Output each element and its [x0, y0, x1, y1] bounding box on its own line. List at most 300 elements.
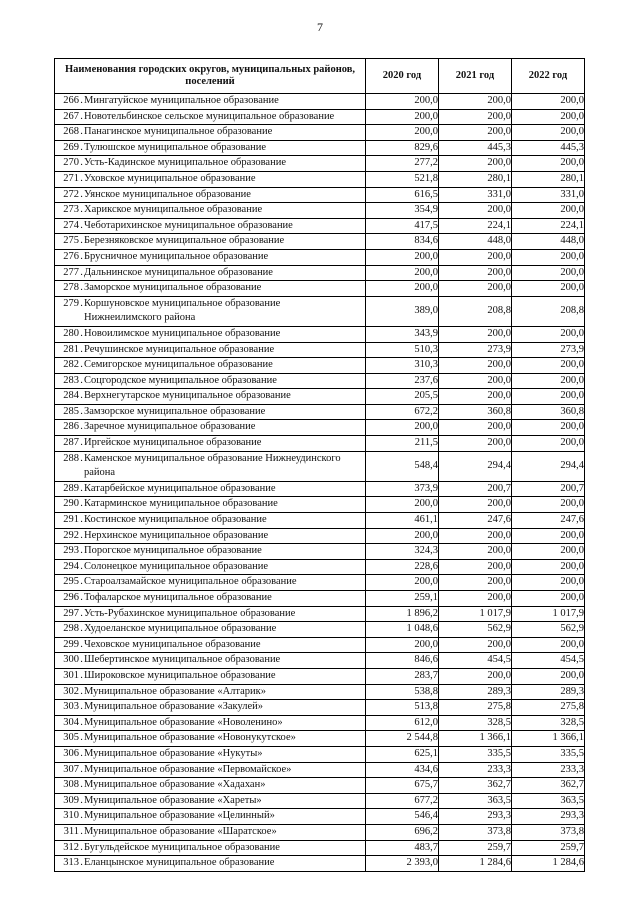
row-number: 308 [63, 779, 79, 791]
table-row [55, 840, 585, 856]
value-2021: 200,0 [439, 265, 512, 281]
value-2020: 677,2 [366, 793, 439, 809]
value-2022: 200,0 [512, 326, 585, 342]
row-name: Муниципальное образование «Хадахан» [84, 779, 266, 791]
value-2022: 362,7 [512, 778, 585, 794]
row-name: Усть-Кадинское муниципальное образование [84, 157, 286, 169]
value-2022: 1 284,6 [512, 856, 585, 872]
value-2020: 354,9 [366, 203, 439, 219]
value-2022: 448,0 [512, 234, 585, 250]
row-number: 300 [63, 654, 79, 666]
row-name-cell [55, 342, 366, 358]
value-2020: 200,0 [366, 94, 439, 110]
row-number: 269 [63, 141, 79, 153]
row-number: 277 [63, 266, 79, 278]
row-name: Дальнинское муниципальное образование [84, 266, 273, 278]
value-2020: 675,7 [366, 778, 439, 794]
table-row [55, 140, 585, 156]
table-row [55, 653, 585, 669]
row-name-cell [55, 156, 366, 172]
table-row [55, 559, 585, 575]
value-2021: 360,8 [439, 404, 512, 420]
value-2022: 1 366,1 [512, 731, 585, 747]
row-number-separator: . [80, 810, 83, 822]
row-name-cell [55, 281, 366, 297]
table-row [55, 606, 585, 622]
budget-table [54, 58, 585, 872]
row-number: 295 [63, 576, 79, 588]
row-number-separator: . [80, 343, 83, 355]
row-name: Панагинское муниципальное образование [84, 126, 273, 138]
value-2021: 200,7 [439, 481, 512, 497]
table-row [55, 684, 585, 700]
value-2021: 373,8 [439, 824, 512, 840]
value-2021: 224,1 [439, 218, 512, 234]
value-2022: 445,3 [512, 140, 585, 156]
row-name-cell [55, 715, 366, 731]
value-2022: 363,5 [512, 793, 585, 809]
value-2021: 275,8 [439, 700, 512, 716]
row-name-cell [55, 606, 366, 622]
row-number-separator: . [80, 297, 83, 309]
value-2021: 1 017,9 [439, 606, 512, 622]
value-2020: 200,0 [366, 281, 439, 297]
row-name: Костинское муниципальное образование [84, 514, 267, 526]
value-2022: 200,0 [512, 358, 585, 374]
row-number-separator: . [80, 841, 83, 853]
table-row [55, 125, 585, 141]
value-2021: 335,5 [439, 746, 512, 762]
row-number: 301 [63, 669, 79, 681]
table-row [55, 156, 585, 172]
table-row [55, 265, 585, 281]
value-2022: 200,0 [512, 109, 585, 125]
table-header-row [55, 59, 585, 94]
row-name-cell [55, 668, 366, 684]
value-2021: 200,0 [439, 591, 512, 607]
table-row [55, 637, 585, 653]
table-row [55, 481, 585, 497]
row-number: 288 [63, 452, 79, 464]
page-number: 7 [317, 20, 323, 34]
table-body [55, 94, 585, 872]
row-number-separator: . [80, 421, 83, 433]
row-number: 283 [63, 374, 79, 386]
row-number: 296 [63, 592, 79, 603]
row-name: Харикское муниципальное образование [84, 204, 263, 216]
value-2021: 200,0 [439, 497, 512, 513]
row-name: Муниципальное образование «Алтарик» [84, 685, 266, 697]
table-row [55, 591, 585, 607]
row-name-cell [55, 746, 366, 762]
value-2021: 328,5 [439, 715, 512, 731]
value-2020: 205,5 [366, 389, 439, 405]
row-number-separator: . [80, 701, 83, 713]
row-number: 274 [63, 219, 79, 231]
value-2020: 373,9 [366, 481, 439, 497]
row-number-separator: . [80, 126, 83, 138]
row-name-cell [55, 653, 366, 669]
row-name-cell [55, 684, 366, 700]
row-name: Заморское муниципальное образование [84, 282, 262, 294]
row-name: Березняковское муниципальное образование [84, 235, 285, 247]
value-2021: 200,0 [439, 575, 512, 591]
row-name: Новотельбинское сельское муниципальное образование [84, 110, 335, 122]
value-2022: 200,0 [512, 436, 585, 452]
row-number-separator: . [80, 576, 83, 588]
table-row [55, 203, 585, 219]
row-name: Муниципальное образование «Первомайское» [84, 763, 292, 775]
value-2020: 228,6 [366, 559, 439, 575]
row-name: Речушинское муниципальное образование [84, 343, 275, 355]
row-name-cell [55, 778, 366, 794]
row-name-cell [55, 187, 366, 203]
value-2020: 200,0 [366, 497, 439, 513]
value-2020: 434,6 [366, 762, 439, 778]
row-number-separator: . [80, 529, 83, 541]
table-row [55, 218, 585, 234]
table-row [55, 668, 585, 684]
row-name: Порогское муниципальное образование [84, 545, 262, 557]
table-row [55, 575, 585, 591]
row-name: Верхнегутарское муниципальное образование [84, 390, 291, 402]
table-row [55, 109, 585, 125]
value-2020: 616,5 [366, 187, 439, 203]
value-2021: 362,7 [439, 778, 512, 794]
row-name-cell [55, 404, 366, 420]
value-2022: 200,0 [512, 156, 585, 172]
row-number-separator: . [80, 110, 83, 122]
column-header-2022: 2022 год [512, 59, 585, 94]
row-number-separator: . [80, 250, 83, 262]
row-name: Каменское муниципальное образование Нижнеудинского района [84, 452, 341, 479]
row-name-cell [55, 700, 366, 716]
value-2022: 1 017,9 [512, 606, 585, 622]
value-2021: 200,0 [439, 94, 512, 110]
table-row [55, 746, 585, 762]
row-number-separator: . [80, 157, 83, 169]
table-row [55, 342, 585, 358]
value-2022: 200,0 [512, 265, 585, 281]
row-number-separator: . [80, 327, 83, 339]
value-2020: 461,1 [366, 513, 439, 529]
value-2021: 208,8 [439, 296, 512, 326]
value-2022: 200,0 [512, 637, 585, 653]
row-number: 275 [63, 235, 79, 247]
table-row [55, 171, 585, 187]
column-header-name: Наименования городских округов, муниципальных районов, поселений [55, 59, 366, 94]
value-2021: 200,0 [439, 668, 512, 684]
row-number: 294 [63, 560, 79, 572]
row-name: Муниципальное образование «Закулей» [84, 701, 264, 713]
value-2020: 513,8 [366, 700, 439, 716]
value-2020: 200,0 [366, 265, 439, 281]
row-name-cell [55, 389, 366, 405]
row-number: 303 [63, 701, 79, 713]
value-2020: 510,3 [366, 342, 439, 358]
row-name-cell [55, 140, 366, 156]
row-number: 298 [63, 623, 79, 635]
row-name-cell [55, 809, 366, 825]
value-2022: 200,0 [512, 420, 585, 436]
row-number-separator: . [80, 374, 83, 386]
value-2021: 200,0 [439, 420, 512, 436]
row-name: Чеховское муниципальное образование [84, 638, 261, 650]
row-name: Нерхинское муниципальное образование [84, 529, 269, 541]
value-2021: 200,0 [439, 249, 512, 265]
table-row [55, 762, 585, 778]
value-2021: 200,0 [439, 281, 512, 297]
row-name: Муниципальное образование «Нукуты» [84, 747, 263, 759]
row-number-separator: . [80, 779, 83, 791]
row-number: 313 [63, 857, 79, 869]
row-number: 268 [63, 126, 79, 138]
row-number-separator: . [80, 560, 83, 572]
row-number: 309 [63, 794, 79, 806]
row-name: Иргейское муниципальное образование [84, 437, 262, 449]
row-number: 306 [63, 747, 79, 759]
value-2022: 200,0 [512, 94, 585, 110]
value-2022: 200,7 [512, 481, 585, 497]
row-name: Усть-Рубахинское муниципальное образование [84, 607, 296, 619]
row-name-cell [55, 326, 366, 342]
value-2021: 1 284,6 [439, 856, 512, 872]
table-row [55, 528, 585, 544]
value-2021: 1 366,1 [439, 731, 512, 747]
table-row [55, 436, 585, 452]
column-header-2021: 2021 год [439, 59, 512, 94]
row-name-cell [55, 358, 366, 374]
table-row [55, 249, 585, 265]
value-2021: 363,5 [439, 793, 512, 809]
value-2021: 280,1 [439, 171, 512, 187]
row-number-separator: . [80, 188, 83, 200]
row-number-separator: . [80, 685, 83, 697]
value-2020: 417,5 [366, 218, 439, 234]
row-number: 284 [63, 390, 79, 402]
value-2020: 200,0 [366, 420, 439, 436]
row-number: 287 [63, 437, 79, 449]
row-number-separator: . [80, 235, 83, 247]
row-name: Бугульдейское муниципальное образование [84, 841, 280, 853]
value-2022: 331,0 [512, 187, 585, 203]
row-name-cell [55, 559, 366, 575]
row-number-separator: . [80, 763, 83, 775]
row-name-cell [55, 793, 366, 809]
value-2021: 293,3 [439, 809, 512, 825]
row-name: Семигорское муниципальное образование [84, 359, 273, 371]
row-name-cell [55, 171, 366, 187]
value-2020: 483,7 [366, 840, 439, 856]
row-name-cell [55, 109, 366, 125]
row-name: Чеботарихинское муниципальное образование [84, 219, 293, 231]
row-name: Соцгородское муниципальное образование [84, 374, 277, 386]
row-name-cell [55, 203, 366, 219]
row-number: 278 [63, 282, 79, 294]
value-2022: 200,0 [512, 125, 585, 141]
value-2020: 538,8 [366, 684, 439, 700]
row-number-separator: . [80, 405, 83, 417]
row-number: 270 [63, 157, 79, 169]
value-2022: 200,0 [512, 497, 585, 513]
table-row [55, 94, 585, 110]
table-row [55, 389, 585, 405]
table-row [55, 451, 585, 481]
row-number: 271 [63, 172, 79, 184]
value-2022: 200,0 [512, 389, 585, 405]
table-row [55, 856, 585, 872]
value-2020: 200,0 [366, 528, 439, 544]
value-2020: 829,6 [366, 140, 439, 156]
row-number: 266 [63, 95, 79, 106]
row-number: 307 [63, 763, 79, 775]
value-2020: 2 393,0 [366, 856, 439, 872]
row-number: 304 [63, 716, 79, 728]
value-2021: 454,5 [439, 653, 512, 669]
value-2021: 200,0 [439, 389, 512, 405]
row-number: 305 [63, 732, 79, 744]
row-name-cell [55, 265, 366, 281]
value-2022: 294,4 [512, 451, 585, 481]
row-number: 293 [63, 545, 79, 557]
row-number: 310 [63, 810, 79, 822]
row-name: Катарминское муниципальное образование [84, 498, 278, 510]
row-name: Уховское муниципальное образование [84, 172, 256, 184]
value-2020: 237,6 [366, 373, 439, 389]
row-number-separator: . [80, 172, 83, 184]
value-2021: 200,0 [439, 125, 512, 141]
value-2021: 448,0 [439, 234, 512, 250]
value-2020: 324,3 [366, 544, 439, 560]
row-name-cell [55, 731, 366, 747]
value-2020: 389,0 [366, 296, 439, 326]
value-2022: 200,0 [512, 203, 585, 219]
table-row [55, 404, 585, 420]
row-number-separator: . [80, 359, 83, 371]
row-number-separator: . [80, 545, 83, 557]
row-name: Брусничное муниципальное образование [84, 250, 269, 262]
value-2022: 233,3 [512, 762, 585, 778]
value-2021: 331,0 [439, 187, 512, 203]
row-name-cell [55, 481, 366, 497]
value-2020: 834,6 [366, 234, 439, 250]
value-2020: 277,2 [366, 156, 439, 172]
value-2022: 200,0 [512, 575, 585, 591]
value-2020: 625,1 [366, 746, 439, 762]
value-2020: 343,9 [366, 326, 439, 342]
value-2022: 360,8 [512, 404, 585, 420]
row-number-separator: . [80, 623, 83, 635]
value-2021: 273,9 [439, 342, 512, 358]
row-number-separator: . [80, 282, 83, 294]
value-2020: 1 896,2 [366, 606, 439, 622]
table-row [55, 326, 585, 342]
row-number: 291 [63, 514, 79, 526]
value-2020: 310,3 [366, 358, 439, 374]
row-number-separator: . [80, 219, 83, 231]
row-name: Замзорское муниципальное образование [84, 405, 266, 417]
row-name: Тулюшское муниципальное образование [84, 141, 267, 153]
value-2022: 562,9 [512, 622, 585, 638]
value-2022: 328,5 [512, 715, 585, 731]
value-2021: 200,0 [439, 544, 512, 560]
value-2022: 200,0 [512, 591, 585, 607]
row-name-cell [55, 436, 366, 452]
value-2021: 259,7 [439, 840, 512, 856]
row-name: Заречное муниципальное образование [84, 421, 256, 433]
row-number-separator: . [80, 747, 83, 759]
row-number-separator: . [80, 607, 83, 619]
row-name-cell [55, 125, 366, 141]
row-name-cell [55, 451, 366, 481]
value-2021: 200,0 [439, 156, 512, 172]
table-row [55, 373, 585, 389]
row-number-separator: . [80, 266, 83, 278]
row-number-separator: . [80, 825, 83, 837]
row-number: 273 [63, 204, 79, 216]
value-2020: 200,0 [366, 125, 439, 141]
value-2020: 612,0 [366, 715, 439, 731]
table-row [55, 715, 585, 731]
row-name-cell [55, 856, 366, 872]
table-row [55, 544, 585, 560]
value-2020: 259,1 [366, 591, 439, 607]
table-row [55, 513, 585, 529]
row-number-separator: . [80, 95, 83, 106]
row-number-separator: . [80, 452, 83, 464]
row-name: Коршуновское муниципальное образование Нижнеилимского района [84, 297, 281, 324]
row-number: 312 [63, 841, 79, 853]
value-2021: 562,9 [439, 622, 512, 638]
value-2020: 211,5 [366, 436, 439, 452]
row-number-separator: . [80, 514, 83, 526]
row-number: 290 [63, 498, 79, 510]
row-name: Солонецкое муниципальное образование [84, 560, 269, 572]
row-name-cell [55, 591, 366, 607]
row-number: 299 [63, 638, 79, 650]
row-number-separator: . [80, 716, 83, 728]
value-2022: 273,9 [512, 342, 585, 358]
row-name: Муниципальное образование «Хареты» [84, 794, 262, 806]
value-2021: 200,0 [439, 358, 512, 374]
value-2020: 200,0 [366, 575, 439, 591]
table-row [55, 420, 585, 436]
row-name-cell [55, 622, 366, 638]
row-number: 285 [63, 405, 79, 417]
row-number: 286 [63, 421, 79, 433]
value-2022: 289,3 [512, 684, 585, 700]
row-number: 292 [63, 529, 79, 541]
value-2022: 259,7 [512, 840, 585, 856]
row-name-cell [55, 762, 366, 778]
row-name: Муниципальное образование «Новоленино» [84, 716, 283, 728]
row-name-cell [55, 513, 366, 529]
value-2020: 2 544,8 [366, 731, 439, 747]
row-name-cell [55, 420, 366, 436]
row-number-separator: . [80, 857, 83, 869]
table-row [55, 731, 585, 747]
row-name: Староалзамайское муниципальное образование [84, 576, 297, 588]
row-name-cell [55, 249, 366, 265]
table-row [55, 497, 585, 513]
row-number-separator: . [80, 794, 83, 806]
row-number: 272 [63, 188, 79, 200]
value-2020: 283,7 [366, 668, 439, 684]
row-name-cell [55, 373, 366, 389]
value-2022: 275,8 [512, 700, 585, 716]
value-2022: 200,0 [512, 373, 585, 389]
table-row [55, 281, 585, 297]
